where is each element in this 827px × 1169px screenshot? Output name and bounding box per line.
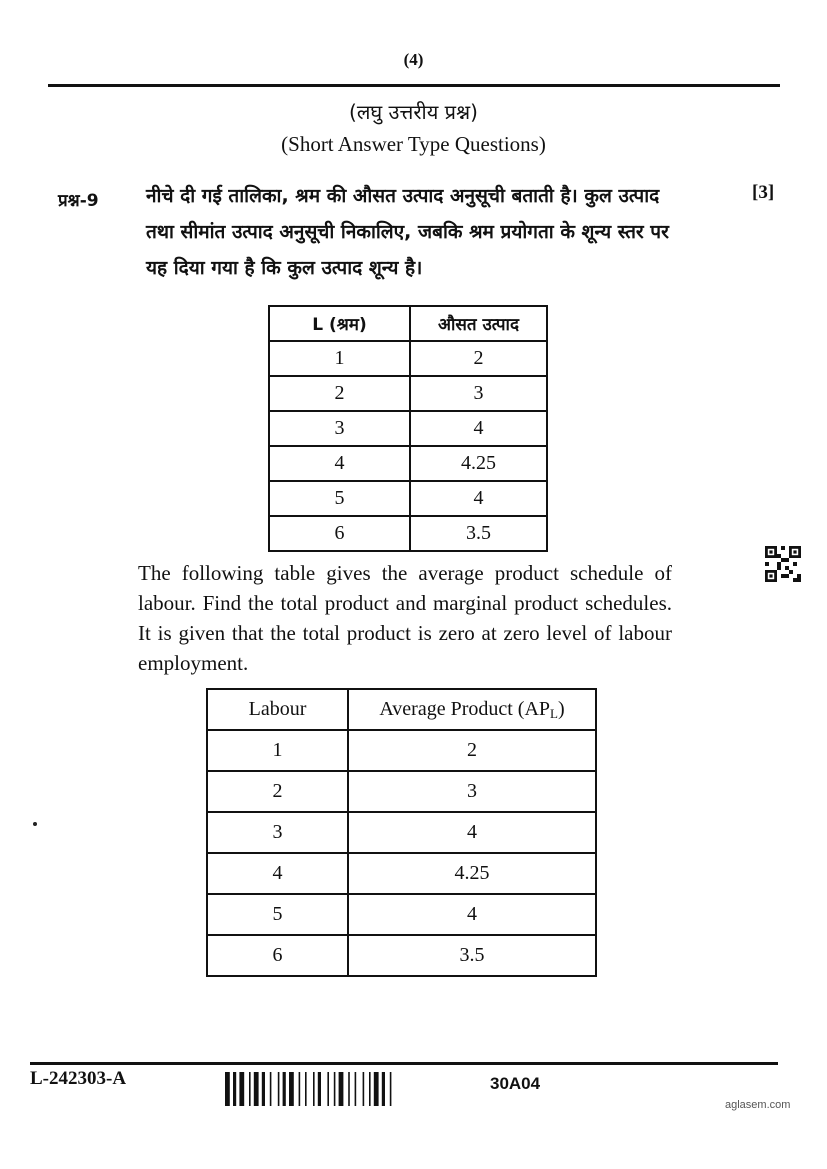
ap-cell: 4 [410,481,547,516]
table-row [269,376,547,411]
ap-cell: 3 [410,376,547,411]
table-row [207,853,596,894]
table-row [207,935,596,976]
table-row [207,812,596,853]
labour-cell: 6 [207,935,348,976]
table-header-row [269,306,547,341]
labour-cell: 4 [207,853,348,894]
labour-cell: 3 [207,812,348,853]
qr-code-icon [765,546,801,582]
ap-cell: 4 [348,812,596,853]
ap-cell: 4 [348,894,596,935]
ap-cell: 2 [410,341,547,376]
header-ap-text: Average Product (AP [379,697,551,720]
question-label: प्रश्न-9 [58,191,99,211]
ap-cell: 3.5 [348,935,596,976]
paper-code: L-242303-A [30,1068,127,1089]
top-divider [48,84,780,87]
header-average-product-hindi: औसत उत्पाद [410,306,547,341]
ap-cell: 3 [348,771,596,812]
labour-cell: 5 [269,481,410,516]
page-number: (4) [403,50,424,69]
question-marks: [3] [752,182,775,203]
labour-cell: 2 [207,771,348,812]
table-row [269,481,547,516]
header-ap-close: ) [557,697,565,720]
hindi-average-product-table [268,305,548,552]
question-text-hindi: नीचे दी गई तालिका, श्रम की औसत उत्पाद अनुसूची बताती है। कुल उत्पाद तथा सीमांत उत्पाद अनुसूची निकालिए, जबकि श्रम प्रयोगता के शून्य स्तर पर यह दिया गया है कि कुल उत्पाद शून्य है। [146,185,669,279]
ap-cell: 3.5 [410,516,547,551]
labour-cell: 4 [269,446,410,481]
table-row [269,341,547,376]
labour-cell: 6 [269,516,410,551]
section-title-hindi: (लघु उत्तरीय प्रश्न) [349,100,478,124]
labour-cell: 1 [207,730,348,771]
labour-cell: 3 [269,411,410,446]
question-text-english: The following table gives the average product schedule of labour. Find the total product and marginal product schedules. It is given that the total product is zero at zero level of labour employment. [138,561,672,675]
watermark: aglasem.com [725,1099,791,1111]
ap-cell: 2 [348,730,596,771]
header-labour: Labour [207,689,348,730]
labour-cell: 1 [269,341,410,376]
table-row [269,446,547,481]
section-title-english: (Short Answer Type Questions) [281,132,546,156]
ap-cell: 4.25 [348,853,596,894]
ap-cell: 4 [410,411,547,446]
ap-cell: 4.25 [410,446,547,481]
stray-mark [33,822,37,826]
table-row [207,771,596,812]
barcode-text: 30A04 [490,1074,541,1093]
table-header-row [207,689,596,730]
table-row [207,894,596,935]
header-ap-subscript: L [550,705,558,721]
barcode-icon [225,1072,457,1106]
english-average-product-table [206,688,597,977]
labour-cell: 5 [207,894,348,935]
labour-cell: 2 [269,376,410,411]
header-labour-hindi: L (श्रम) [269,306,410,341]
header-average-product [348,689,596,730]
table-row [269,411,547,446]
table-row [269,516,547,551]
table-row [207,730,596,771]
bottom-divider [30,1062,778,1065]
